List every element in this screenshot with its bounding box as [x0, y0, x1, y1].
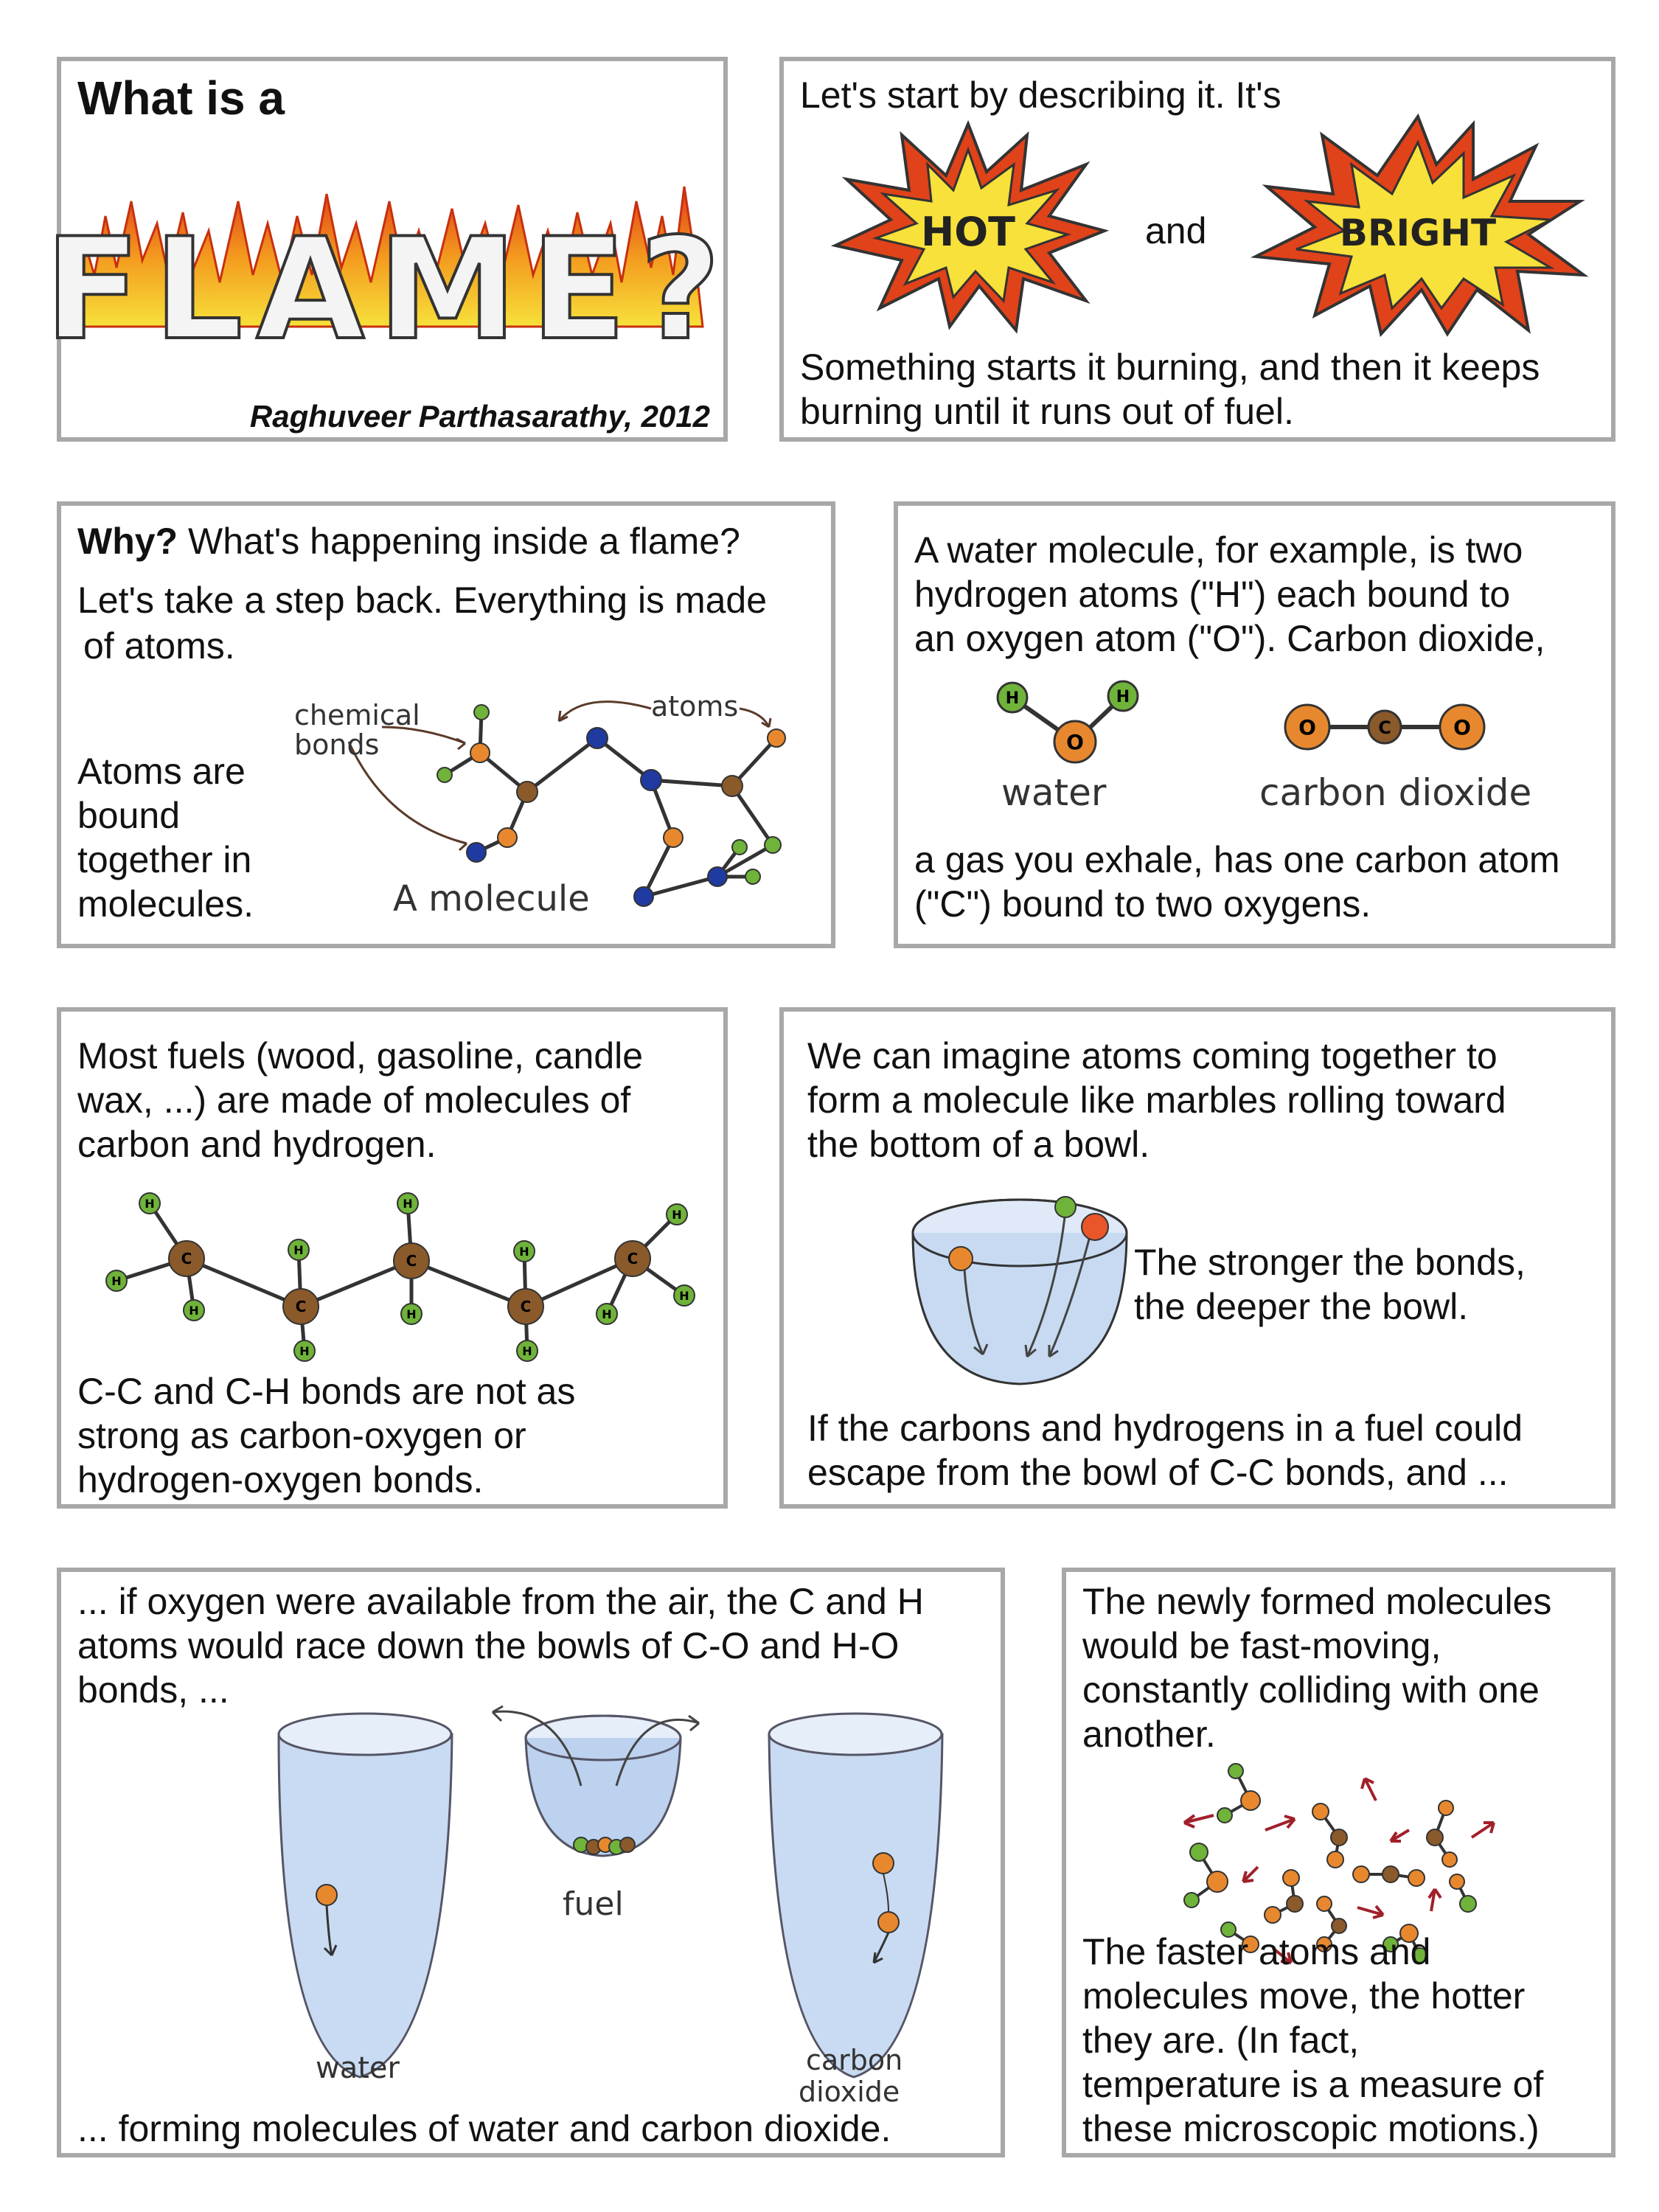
water-text-2: hydrogen atoms ("H") each bound to — [914, 574, 1511, 615]
hydrocarbon-chain-icon — [98, 1174, 703, 1358]
temperature-text-4: temperature is a measure of — [1082, 2064, 1544, 2105]
svg-text:O: O — [1298, 715, 1316, 740]
question-text: What's happening inside a flame? — [188, 521, 740, 562]
step-back-line-2: of atoms. — [83, 625, 235, 667]
svg-text:H: H — [522, 1344, 532, 1358]
water-text-1: A water molecule, for example, is two — [914, 529, 1523, 571]
panel-hot-and-bright — [779, 57, 1615, 442]
panel-hot-molecules — [1062, 1568, 1615, 2157]
svg-text:O: O — [1453, 715, 1471, 740]
panel-race-down-bowls — [57, 1568, 1005, 2157]
svg-text:H: H — [1116, 688, 1130, 706]
svg-text:H: H — [403, 1197, 413, 1211]
co2-text-2: ("C") bound to two oxygens. — [914, 883, 1371, 925]
bonds-text-2: strong as carbon-oxygen or — [77, 1415, 526, 1456]
svg-text:H: H — [602, 1307, 612, 1321]
temperature-text-2: molecules move, the hotter — [1082, 1975, 1526, 2017]
svg-text:C: C — [520, 1298, 532, 1315]
panel-atoms-molecules — [57, 501, 835, 948]
svg-text:C: C — [1378, 717, 1391, 738]
svg-text:H: H — [672, 1208, 682, 1222]
hot-label: HOT — [921, 209, 1015, 255]
description-line-2: burning until it runs out of fuel. — [800, 391, 1294, 432]
bowl-text-5: escape from the bowl of C-C bonds, and ... — [807, 1452, 1509, 1493]
atoms-text-1: Atoms are — [77, 751, 246, 792]
svg-text:C: C — [627, 1250, 639, 1267]
panel-title: What is a — [77, 72, 285, 125]
svg-text:H: H — [519, 1245, 529, 1259]
svg-text:C: C — [181, 1250, 192, 1267]
why-label: Why? — [77, 521, 178, 562]
co2-bowl-label-1: carbon — [806, 2044, 903, 2076]
hot-burst-icon — [828, 120, 1108, 334]
fuels-text-2: wax, ...) are made of molecules of — [77, 1079, 631, 1121]
intro-text: Let's start by describing it. It's — [800, 74, 1281, 116]
author-credit: Raghuveer Parthasarathy, 2012 — [249, 399, 710, 434]
collide-text-3: constantly colliding with one — [1082, 1669, 1540, 1711]
atoms-text-4: molecules. — [77, 883, 254, 925]
atoms-text-3: together in — [77, 839, 252, 880]
race-text-2: atoms would race down the bowls of C-O and H-O — [77, 1625, 900, 1666]
bowl-text-1: We can imagine atoms coming together to — [807, 1035, 1498, 1077]
svg-text:H: H — [293, 1243, 304, 1257]
svg-text:H: H — [679, 1289, 689, 1303]
fuels-text-1: Most fuels (wood, gasoline, candle — [77, 1035, 644, 1077]
why-question — [77, 519, 740, 563]
bowl-text-4: If the carbons and hydrogens in a fuel could — [807, 1408, 1523, 1449]
marble-bowl-icon — [909, 1189, 1130, 1395]
fuel-label: fuel — [563, 1885, 624, 1923]
bowl-text-3: the bottom of a bowl. — [807, 1124, 1150, 1165]
water-bowl-label: water — [316, 2051, 400, 2085]
water-text-3: an oxygen atom ("O"). Carbon dioxide, — [914, 618, 1545, 659]
bright-label: BRIGHT — [1339, 212, 1497, 254]
collide-text-1: The newly formed molecules — [1082, 1581, 1552, 1622]
bonds-text-3: hydrogen-oxygen bonds. — [77, 1459, 484, 1500]
bright-burst-icon — [1248, 113, 1587, 341]
svg-text:H: H — [406, 1307, 417, 1321]
race-text-1: ... if oxygen were available from the air, the C and H — [77, 1581, 924, 1622]
step-back-line-1: Let's take a step back. Everything is made — [77, 580, 768, 621]
transfer-arrows-icon — [434, 1690, 758, 1778]
race-text-4: ... forming molecules of water and carbon dioxide. — [77, 2108, 891, 2149]
flame-lettering-art — [44, 172, 734, 371]
chemical-bonds-label-1: chemical — [294, 699, 420, 731]
bowl-side-text-1: The stronger the bonds, — [1134, 1242, 1526, 1283]
molecule-label: A molecule — [393, 878, 590, 919]
temperature-text-5: these microscopic motions.) — [1082, 2108, 1540, 2149]
bowl-side-text-2: the deeper the bowl. — [1134, 1286, 1469, 1327]
panel-bowl-analogy — [779, 1007, 1615, 1509]
svg-text:O: O — [1066, 730, 1084, 754]
chemical-bonds-label-2: bonds — [294, 728, 380, 761]
water-molecule-icon — [994, 683, 1186, 771]
description-line-1: Something starts it burning, and then it keeps — [800, 347, 1540, 388]
race-text-3: bonds, ... — [77, 1669, 229, 1711]
bowl-text-2: form a molecule like marbles rolling toward — [807, 1079, 1506, 1121]
collide-text-2: would be fast-moving, — [1082, 1625, 1441, 1666]
svg-text:H: H — [145, 1197, 155, 1211]
bonds-text-1: C-C and C-H bonds are not as — [77, 1371, 576, 1412]
co2-molecule-icon — [1274, 690, 1495, 764]
co2-bowl-label-2: dioxide — [799, 2076, 900, 2108]
panel-fuels — [57, 1007, 728, 1509]
svg-text:H: H — [111, 1274, 122, 1288]
svg-text:H: H — [299, 1344, 310, 1358]
panel-what-is-a-flame — [44, 57, 734, 442]
collide-text-4: another. — [1082, 1714, 1216, 1755]
svg-text:C: C — [406, 1252, 417, 1270]
and-text: and — [1145, 210, 1207, 251]
svg-text:H: H — [189, 1304, 199, 1318]
temperature-text-1: The faster atoms and — [1082, 1931, 1431, 1972]
co2-text-1: a gas you exhale, has one carbon atom — [914, 839, 1560, 880]
flame-word: FLAME? — [44, 208, 734, 371]
co2-label: carbon dioxide — [1259, 771, 1532, 814]
water-label: water — [1001, 771, 1107, 814]
co2-bowl-icon — [762, 1705, 953, 2088]
panel-water-co2 — [894, 501, 1615, 948]
svg-text:H: H — [1005, 689, 1020, 708]
temperature-text-3: they are. (In fact, — [1082, 2020, 1360, 2061]
atoms-text-2: bound — [77, 795, 181, 836]
fuels-text-3: carbon and hydrogen. — [77, 1124, 437, 1165]
svg-text:C: C — [295, 1298, 307, 1315]
atoms-label: atoms — [651, 690, 739, 723]
